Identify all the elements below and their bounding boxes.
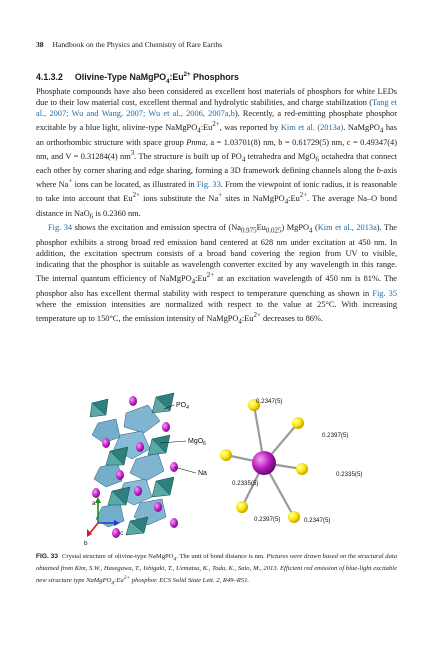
- bond-label-left: 0.2335(5): [232, 480, 259, 487]
- oxygen-atom: [236, 501, 248, 513]
- figure-label: FIG. 33: [36, 553, 59, 560]
- caption-source: Pictures were drawn based on the structural data obtained from Kim, S.W., Hasegawa, T., Ishigaki, T., Uematsu, K., Toda, K., Sato, M., 2013. Efficient red emission of blue-light excitable new structure type $NaMgPO_4:Eu^{2+}$ phosphor. ECS Solid State Lett. 2, R49–R51.: [36, 553, 397, 586]
- figure-link[interactable]: Fig. 33: [196, 179, 221, 189]
- bond-label-top: 0.2347(5): [256, 398, 283, 405]
- section-title: Olivine-Type $NaMgPO_4:Eu^{2+}$ Phosphors: [74, 72, 239, 85]
- oxygen-atom: [288, 511, 300, 523]
- oxygen-atom: [220, 449, 232, 461]
- citation-link[interactable]: Tang et al., 2007; Wu and Wang, 2007; Wu et al., 2006, 2007a,b: [36, 98, 397, 119]
- figure-caption: FIG. 33 Crystal structure of olivine-type NaMgPO$_4$. The unit of bond distance is nm. Pictures were drawn based on the structural data obtained from Kim, S.W., Hasegawa, T., Ishigaki, T., Uematsu, K., Toda, K., Sato, M., 2013. Efficient red emission of blue-light excitable new structure type $NaMgPO_4:Eu^{2+}$ phosphor. ECS Solid State Lett. 2, R49–R51.: [36, 553, 397, 586]
- page-header: [36, 40, 222, 49]
- paragraph-2: Fig. 34 shows the excitation and emission spectra of $(Na_{0.975}Eu_{0.025})$ MgPO$_4$ (Kim et al., 2013a). The phosphor exhibits a strong broad red emission band centered at 628 nm under excitation at 450 nm. In addition, the excitation spectrum consists of a broad band covering the region from UV to visible, indicating that the phosphor is suitable as wavelength converter excited by any wavelength in this range. The internal quantum efficiency of $NaMgPO_4:Eu^{2+}$ at an excitation wavelength of 450 nm is 81%. The phosphor also has excellent thermal stability with respect to temperature quenching as shown in Fig. 35 where the emission intensities are normalized with respect to the value at 25°C. With increasing temperature up to 150°C, the emission intensity of $NaMgPO_4:Eu^{2+}$ decreases to 86%.: [36, 223, 397, 326]
- bond-label-upper-right: 0.2397(5): [322, 432, 349, 439]
- figure-33: [36, 383, 397, 548]
- section-heading: [36, 72, 406, 85]
- axis-b-label: b: [84, 540, 88, 547]
- axis-c-label: c: [120, 530, 124, 537]
- figure-link[interactable]: Fig. 34: [48, 223, 73, 233]
- mgo6-label: MgO$_6$: [188, 438, 206, 447]
- na-label: Na: [198, 470, 207, 477]
- citation-link[interactable]: Kim et al., 2013a: [317, 223, 377, 233]
- bond-label-right: 0.2335(5): [336, 471, 363, 478]
- section-number: 4.1.3.2: [36, 72, 63, 82]
- page-number: 38: [36, 40, 44, 49]
- citation-link[interactable]: Kim et al. (2013a): [280, 122, 344, 132]
- na-coordination-diagram: [220, 398, 363, 524]
- sodium-atom: [252, 451, 276, 475]
- paragraph-1: Phosphate compounds have also been considered as excellent host materials of phosphors for white LEDs due to their low material cost, excellent thermal and hydrolytic stabilities, and charge stabilization (Tang et al., 2007; Wu and Wang, 2007; Wu et al., 2006, 2007a,b). Recently, a red-emitting phosphate phosphor excitable by a blue light, olivine-type $NaMgPO_4:Eu^{2+}$, was reported by Kim et al. (2013a). NaMgPO$_4$ has an orthorhombic structure with space group Pnma, a = 1.03701(8) nm, b = 0.61729(5) nm, c = 0.49347(4) nm, and V = 0.31284(4) $nm^3$. The structure is built up of $PO_4$ tetrahedra and MgO$_6$ octahedra that connect each other by corner sharing and edge sharing, forming a 3D framework defining channels along the b-axis where Na+ ions can be located, as illustrated in Fig. 33. From the viewpoint of ionic radius, it is reasonable to take into account that $Eu^{2+}$ ions substitute the Na+ sites in $NaMgPO_4:Eu^{2+}$. The average Na–O bond distance in NaO$_6$ is 0.2360 nm.: [36, 87, 398, 221]
- po4-label: $PO_4$: [176, 402, 189, 411]
- oxygen-atom: [296, 463, 308, 475]
- crystal-structure-figure: [36, 383, 397, 548]
- running-title: Handbook on the Physics and Chemistry of Rare Earths: [52, 40, 223, 49]
- axis-a-label: a: [92, 500, 96, 507]
- oxygen-atom: [292, 417, 304, 429]
- bond-label-bottom-right: 0.2347(5): [304, 517, 331, 524]
- figure-link[interactable]: Fig. 35: [372, 288, 397, 298]
- body-text: [36, 86, 397, 327]
- bond-label-bottom-left: 0.2397(5): [254, 516, 281, 523]
- polyhedra-lattice: [90, 393, 178, 538]
